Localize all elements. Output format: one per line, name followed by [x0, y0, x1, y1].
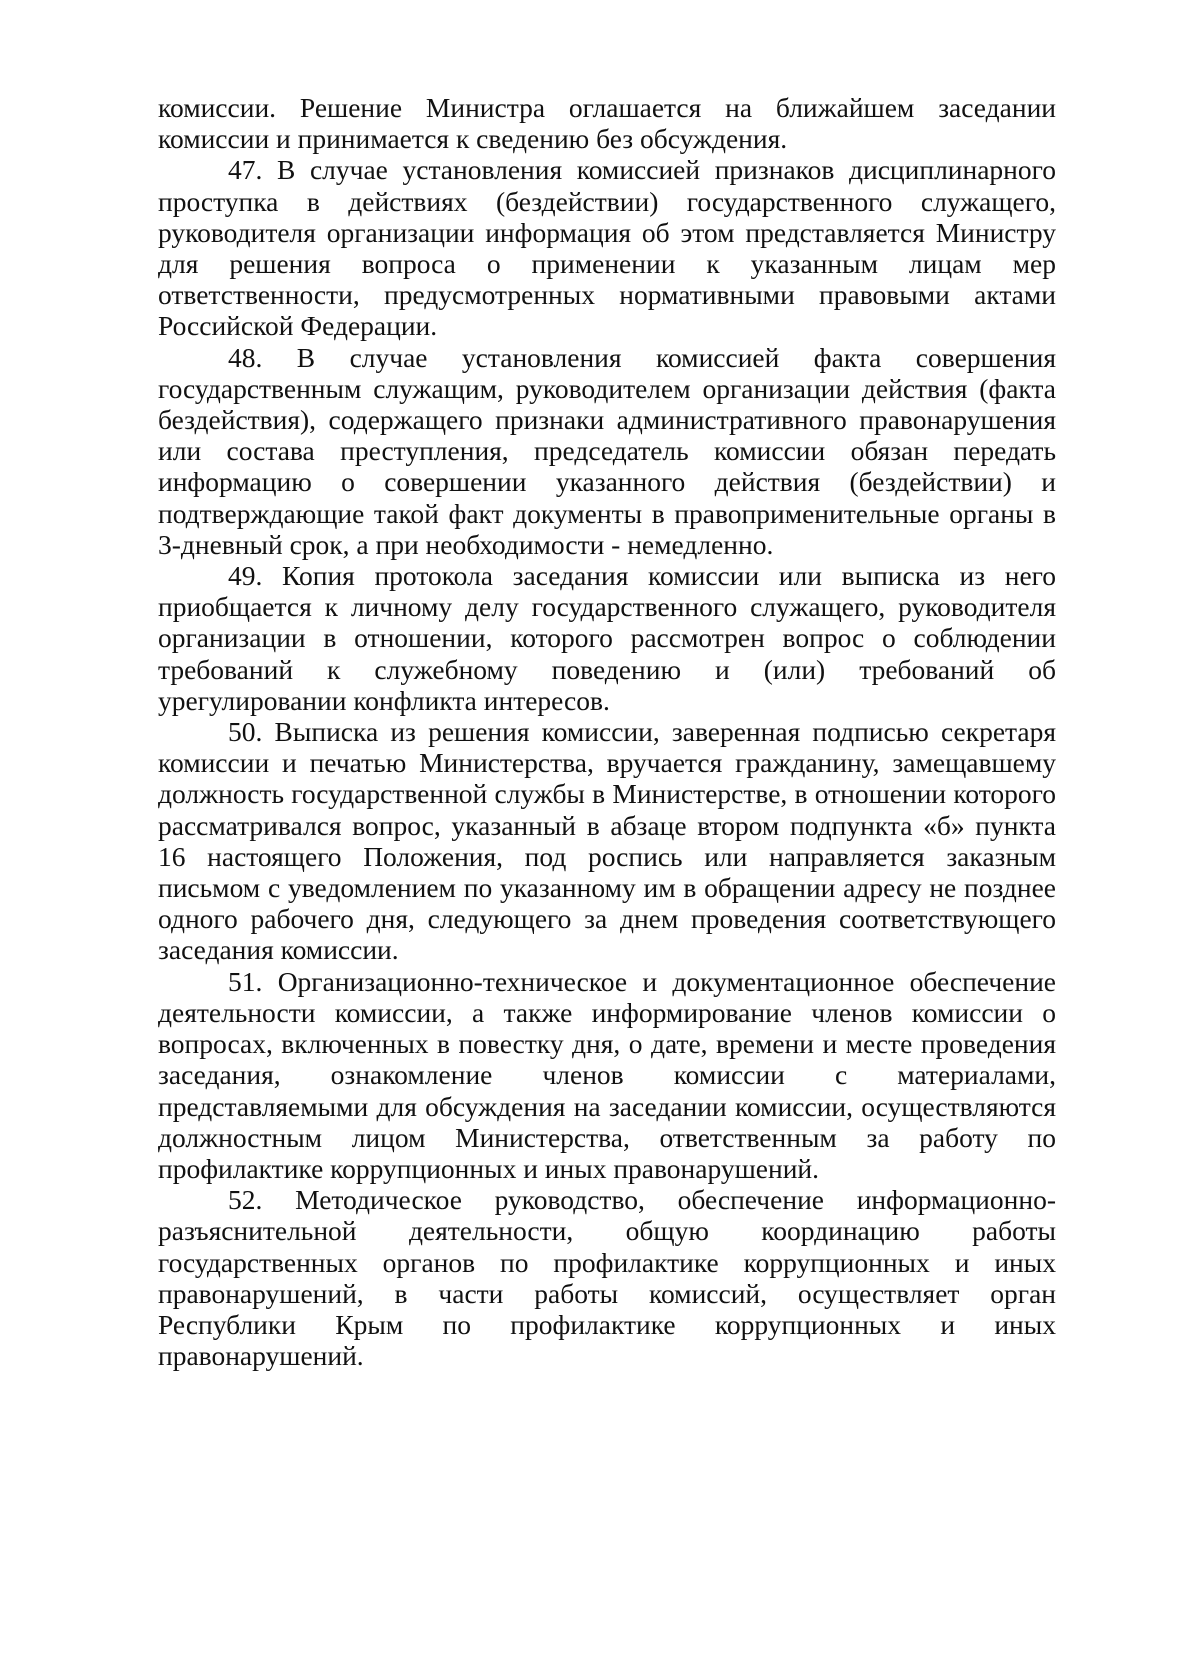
paragraph-47: 47. В случае установления комиссией признаков дисциплинарного проступка в действиях (бездействии) государственного служащего, руководителя организации информация об этом представляется Министру для решения вопроса о применении к указанным лицам мер ответственности, предусмотренных нормативными правовыми актами Российской Федерации.	[158, 154, 1056, 342]
paragraph-48: 48. В случае установления комиссией факта совершения государственным служащим, руководителем организации действия (факта бездействия), содержащего признаки административного правонарушения или состава преступления, председатель комиссии обязан передать информацию о совершении указанного действия (бездействии) и подтверждающие такой факт документы в правоприменительные органы в 3-дневный срок, а при необходимости - немедленно.	[158, 341, 1056, 560]
paragraph-continuation: комиссии. Решение Министра оглашается на ближайшем заседании комиссии и принимается к сведению без обсуждения.	[158, 92, 1056, 155]
paragraph-49: 49. Копия протокола заседания комиссии или выписка из него приобщается к личному делу государственного служащего, руководителя организации в отношении, которого рассмотрен вопрос о соблюдении требований к служебному поведению и (или) требований об урегулировании конфликта интересов.	[158, 560, 1056, 716]
paragraph-50: 50. Выписка из решения комиссии, заверенная подписью секретаря комиссии и печатью Министерства, вручается гражданину, замещавшему должность государственной службы в Министерстве, в отношении которого рассматривался вопрос, указанный в абзаце втором подпункта «б» пункта 16 настоящего Положения, под роспись или направляется заказным письмом с уведомлением по указанному им в обращении адресу не позднее одного рабочего дня, следующего за днем проведения соответствующего заседания комиссии.	[158, 716, 1056, 966]
paragraph-52: 52. Методическое руководство, обеспечение информационно-разъяснительной деятельности, общую координацию работы государственных органов по профилактике коррупционных и иных правонарушений, в части работы комиссий, осуществляет орган Республики Крым по профилактике коррупционных и иных правонарушений.	[158, 1184, 1056, 1372]
document-page	[158, 92, 1056, 1371]
paragraph-51: 51. Организационно-техническое и документационное обеспечение деятельности комиссии, а также информирование членов комиссии о вопросах, включенных в повестку дня, о дате, времени и месте проведения заседания, ознакомление членов комиссии с материалами, представляемыми для обсуждения на заседании комиссии, осуществляются должностным лицом Министерства, ответственным за работу по профилактике коррупционных и иных правонарушений.	[158, 965, 1056, 1184]
